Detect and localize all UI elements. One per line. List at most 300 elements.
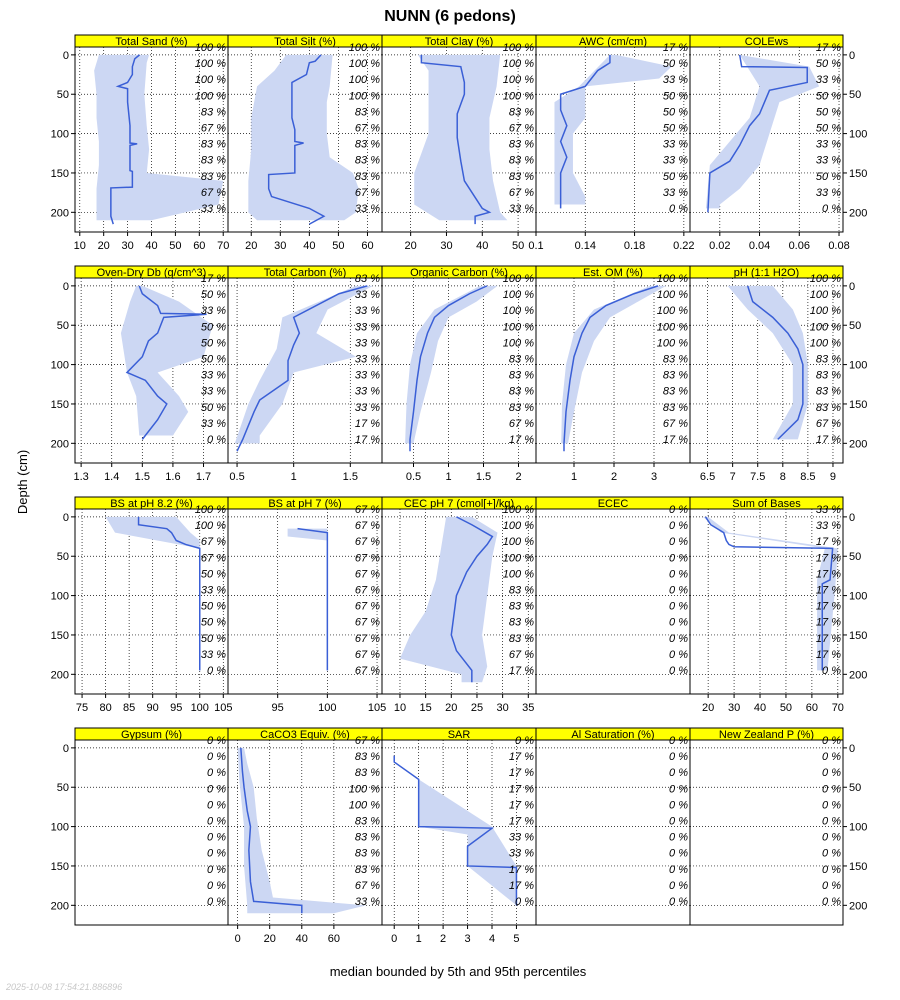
panel <box>536 266 690 483</box>
data-pct-label: 17 % <box>508 815 534 828</box>
x-tick-label: 25 <box>470 702 484 714</box>
data-pct-label: 100 % <box>194 520 226 533</box>
data-pct-label: 50 % <box>200 616 226 629</box>
panel <box>228 35 382 252</box>
data-pct-label: 83 % <box>815 369 841 382</box>
x-tick-label: 30 <box>727 702 741 714</box>
y-tick-label: 0 <box>849 511 856 524</box>
data-pct-label: 83 % <box>508 584 534 597</box>
data-pct-label: 0 % <box>822 783 841 796</box>
data-pct-label: 83 % <box>354 863 380 876</box>
data-pct-label: 33 % <box>815 186 841 199</box>
data-pct-label: 0 % <box>207 815 226 828</box>
data-pct-label: 0 % <box>669 847 688 860</box>
data-pct-label: 50 % <box>200 321 226 334</box>
panel <box>382 497 536 714</box>
x-tick-label: 95 <box>271 702 284 714</box>
data-pct-label: 0 % <box>822 879 841 892</box>
x-tick-label: 30 <box>121 240 134 252</box>
percentile-band <box>248 55 358 220</box>
x-tick-label: 40 <box>145 240 158 252</box>
x-tick-label: 30 <box>496 702 509 714</box>
x-tick-label: 1 <box>290 471 297 483</box>
y-tick-label: 50 <box>849 551 862 564</box>
x-tick-label: 0 <box>234 933 241 945</box>
data-pct-label: 50 % <box>200 337 226 350</box>
panel-border <box>536 740 690 925</box>
panel-strip-label: AWC (cm/cm) <box>578 36 648 48</box>
x-tick-label: 1.5 <box>475 471 492 483</box>
y-tick-label: 200 <box>50 900 69 913</box>
timestamp: 2025-10-08 17:54:21.886896 <box>6 982 123 992</box>
data-pct-label: 83 % <box>200 138 226 151</box>
data-pct-label: 33 % <box>508 203 534 215</box>
data-pct-label: 0 % <box>822 767 841 780</box>
data-pct-label: 50 % <box>815 122 841 135</box>
y-tick-label: 100 <box>50 821 69 834</box>
data-pct-label: 67 % <box>200 536 226 549</box>
data-pct-label: 0 % <box>669 735 688 747</box>
x-tick-label: 100 <box>190 702 209 714</box>
percentile-band <box>288 529 328 671</box>
x-tick-label: 20 <box>97 240 110 252</box>
x-tick-label: 6.5 <box>699 471 716 483</box>
y-tick-label: 0 <box>62 49 69 62</box>
panel-strip-label: Total Carbon (%) <box>263 267 347 279</box>
data-pct-label: 50 % <box>662 170 688 183</box>
data-pct-label: 67 % <box>508 417 534 430</box>
x-tick-label: 20 <box>245 240 258 252</box>
data-pct-label: 100 % <box>656 273 688 285</box>
x-tick-label: 3 <box>464 933 471 945</box>
x-tick-label: 10 <box>73 240 86 252</box>
data-pct-label: 50 % <box>200 632 226 645</box>
data-pct-label: 83 % <box>508 353 534 366</box>
y-tick-label: 200 <box>849 207 868 220</box>
percentile-band <box>554 55 671 205</box>
x-tick-label: 40 <box>476 240 489 252</box>
data-pct-label: 17 % <box>815 434 841 446</box>
y-tick-label: 100 <box>849 821 868 834</box>
data-pct-label: 67 % <box>815 417 841 430</box>
y-tick-label: 100 <box>50 128 69 141</box>
x-tick-label: 8.5 <box>800 471 816 483</box>
data-pct-label: 0 % <box>207 799 226 812</box>
panel <box>228 497 386 714</box>
panel <box>228 728 382 945</box>
data-pct-label: 83 % <box>200 170 226 183</box>
x-tick-label: 20 <box>263 933 276 945</box>
data-pct-label: 0 % <box>207 896 226 908</box>
data-pct-label: 17 % <box>815 568 841 581</box>
data-pct-label: 0 % <box>822 665 841 677</box>
x-tick-label: 50 <box>779 702 793 714</box>
data-pct-label: 83 % <box>508 632 534 645</box>
y-tick-label: 0 <box>849 742 856 755</box>
panel <box>536 728 690 925</box>
data-pct-label: 83 % <box>815 353 841 366</box>
data-pct-label: 100 % <box>809 337 841 350</box>
data-pct-label: 17 % <box>662 42 688 54</box>
data-pct-label: 0 % <box>669 879 688 892</box>
data-pct-label: 17 % <box>508 863 534 876</box>
y-tick-label: 150 <box>50 167 69 180</box>
panel-strip-label: ECEC <box>597 498 629 510</box>
data-pct-label: 83 % <box>508 154 534 167</box>
x-tick-label: 0.02 <box>709 240 731 252</box>
data-pct-label: 83 % <box>662 401 688 414</box>
data-pct-label: 100 % <box>194 90 226 103</box>
x-tick-label: 40 <box>753 702 767 714</box>
data-pct-label: 17 % <box>508 799 534 812</box>
panel-border <box>536 509 690 694</box>
panel-strip-label: COLEws <box>744 36 789 48</box>
data-pct-label: 50 % <box>815 90 841 103</box>
panel <box>51 35 230 252</box>
x-tick-label: 30 <box>440 240 453 252</box>
data-pct-label: 17 % <box>508 767 534 780</box>
median-line <box>298 529 328 671</box>
data-pct-label: 0 % <box>207 863 226 876</box>
x-tick-label: 1 <box>415 933 422 945</box>
y-tick-label: 0 <box>62 280 69 293</box>
data-pct-label: 100 % <box>502 305 534 318</box>
data-pct-label: 100 % <box>502 321 534 334</box>
data-pct-label: 0 % <box>669 616 688 629</box>
data-pct-label: 100 % <box>348 74 380 87</box>
y-tick-label: 100 <box>849 590 868 603</box>
panel-strip-label: Est. OM (%) <box>583 267 643 279</box>
x-tick-label: 30 <box>274 240 287 252</box>
data-pct-label: 83 % <box>815 385 841 398</box>
data-pct-label: 100 % <box>348 783 380 796</box>
x-tick-label: 75 <box>75 702 89 714</box>
data-pct-label: 83 % <box>200 106 226 119</box>
x-tick-label: 1.5 <box>342 471 358 483</box>
data-pct-label: 100 % <box>656 305 688 318</box>
data-pct-label: 33 % <box>508 831 534 844</box>
x-tick-label: 20 <box>404 240 417 252</box>
data-pct-label: 0 % <box>669 831 688 844</box>
data-pct-label: 0 % <box>669 203 688 215</box>
data-pct-label: 0 % <box>669 815 688 828</box>
x-tick-label: 50 <box>332 240 345 252</box>
y-tick-label: 50 <box>849 782 862 795</box>
panel <box>228 266 382 483</box>
panel-strip-label: pH (1:1 H2O) <box>733 267 800 279</box>
panel <box>690 728 867 925</box>
panel-strip-label: Organic Carbon (%) <box>410 267 508 279</box>
data-pct-label: 100 % <box>502 337 534 350</box>
data-pct-label: 0 % <box>822 831 841 844</box>
x-tick-label: 0.06 <box>788 240 810 252</box>
percentile-band <box>414 55 507 220</box>
data-pct-label: 67 % <box>200 122 226 135</box>
figure-title: NUNN (6 pedons) <box>384 8 516 25</box>
x-tick-label: 7 <box>729 471 736 483</box>
x-tick-label: 95 <box>170 702 183 714</box>
x-tick-label: 40 <box>303 240 316 252</box>
data-pct-label: 67 % <box>354 648 380 661</box>
data-pct-label: 33 % <box>662 74 688 87</box>
data-pct-label: 0 % <box>822 735 841 747</box>
y-axis-label: Depth (cm) <box>15 449 30 515</box>
data-pct-label: 17 % <box>354 434 380 446</box>
y-tick-label: 150 <box>849 398 868 411</box>
x-tick-label: 2 <box>515 471 522 483</box>
x-tick-label: 35 <box>522 702 535 714</box>
data-pct-label: 0 % <box>669 751 688 764</box>
data-pct-label: 33 % <box>354 353 380 366</box>
data-pct-label: 100 % <box>809 321 841 334</box>
data-pct-label: 67 % <box>354 584 380 597</box>
x-tick-label: 70 <box>217 240 230 252</box>
data-pct-label: 83 % <box>662 369 688 382</box>
x-tick-label: 0.1 <box>528 240 544 252</box>
x-tick-label: 50 <box>169 240 182 252</box>
panel-strip-label: BS at pH 8.2 (%) <box>110 498 193 510</box>
data-pct-label: 83 % <box>354 138 380 151</box>
y-tick-label: 0 <box>849 280 856 293</box>
data-pct-label: 100 % <box>656 337 688 350</box>
data-pct-label: 33 % <box>200 385 226 398</box>
data-pct-label: 33 % <box>354 896 380 908</box>
data-pct-label: 67 % <box>354 520 380 533</box>
data-pct-label: 50 % <box>200 401 226 414</box>
y-tick-label: 200 <box>50 438 69 451</box>
data-pct-label: 100 % <box>348 799 380 812</box>
panel-strip-label: CEC pH 7 (cmol[+]/kg) <box>403 498 515 510</box>
data-pct-label: 83 % <box>354 847 380 860</box>
data-pct-label: 17 % <box>508 665 534 677</box>
data-pct-label: 50 % <box>662 90 688 103</box>
panel <box>51 728 228 925</box>
data-pct-label: 17 % <box>508 783 534 796</box>
data-pct-label: 33 % <box>200 648 226 661</box>
data-pct-label: 83 % <box>662 385 688 398</box>
data-pct-label: 83 % <box>815 401 841 414</box>
data-pct-label: 0 % <box>207 767 226 780</box>
data-pct-label: 33 % <box>354 385 380 398</box>
y-tick-label: 150 <box>849 860 868 873</box>
data-pct-label: 50 % <box>662 58 688 71</box>
data-pct-label: 0 % <box>207 751 226 764</box>
x-tick-label: 1.3 <box>73 471 89 483</box>
data-pct-label: 17 % <box>815 616 841 629</box>
x-tick-label: 8 <box>779 471 786 483</box>
data-pct-label: 0 % <box>822 799 841 812</box>
data-pct-label: 67 % <box>508 186 534 199</box>
panel <box>690 266 867 483</box>
data-pct-label: 100 % <box>502 42 534 54</box>
percentile-band <box>728 286 808 440</box>
data-pct-label: 0 % <box>822 815 841 828</box>
data-pct-label: 33 % <box>815 520 841 533</box>
panel <box>382 266 536 483</box>
data-pct-label: 33 % <box>354 401 380 414</box>
data-pct-label: 17 % <box>354 417 380 430</box>
y-tick-label: 50 <box>56 320 69 333</box>
x-tick-label: 50 <box>511 240 525 252</box>
x-tick-label: 0.22 <box>673 240 695 252</box>
data-pct-label: 83 % <box>508 616 534 629</box>
y-tick-label: 50 <box>56 551 69 564</box>
data-pct-label: 17 % <box>508 434 534 446</box>
panel-border <box>75 740 228 925</box>
data-pct-label: 100 % <box>194 42 226 54</box>
x-tick-label: 1.6 <box>165 471 181 483</box>
x-tick-label: 60 <box>327 933 340 945</box>
data-pct-label: 100 % <box>194 58 226 71</box>
data-pct-label: 33 % <box>662 138 688 151</box>
data-pct-label: 50 % <box>200 289 226 302</box>
data-pct-label: 0 % <box>669 783 688 796</box>
data-pct-label: 100 % <box>348 90 380 103</box>
data-pct-label: 0 % <box>669 536 688 549</box>
panel-strip-label: SAR <box>447 729 471 741</box>
data-pct-label: 33 % <box>354 369 380 382</box>
data-pct-label: 67 % <box>200 186 226 199</box>
data-pct-label: 83 % <box>508 170 534 183</box>
y-tick-label: 150 <box>849 167 868 180</box>
panels-group <box>51 35 868 945</box>
data-pct-label: 100 % <box>656 289 688 302</box>
data-pct-label: 0 % <box>669 665 688 677</box>
y-tick-label: 200 <box>849 669 868 682</box>
data-pct-label: 100 % <box>502 520 534 533</box>
data-pct-label: 0 % <box>822 896 841 908</box>
data-pct-label: 0 % <box>669 504 688 516</box>
data-pct-label: 100 % <box>502 568 534 581</box>
data-pct-label: 50 % <box>662 106 688 119</box>
data-pct-label: 50 % <box>200 353 226 366</box>
panel <box>382 728 536 945</box>
x-tick-label: 90 <box>146 702 159 714</box>
data-pct-label: 100 % <box>502 536 534 549</box>
x-tick-label: 85 <box>123 702 136 714</box>
x-tick-label: 1 <box>570 471 578 483</box>
panel-border <box>690 740 843 925</box>
panel-strip-label: BS at pH 7 (%) <box>268 498 342 510</box>
panel-strip-label: Total Clay (%) <box>424 36 494 48</box>
data-pct-label: 0 % <box>515 896 534 908</box>
data-pct-label: 83 % <box>354 273 380 285</box>
data-pct-label: 67 % <box>354 186 380 199</box>
data-pct-label: 0 % <box>669 767 688 780</box>
x-tick-label: 1.4 <box>104 471 120 483</box>
x-tick-label: 0 <box>391 933 398 945</box>
panel <box>528 35 694 252</box>
data-pct-label: 33 % <box>815 154 841 167</box>
panel <box>690 35 867 252</box>
y-tick-label: 50 <box>849 89 862 102</box>
data-pct-label: 17 % <box>815 536 841 549</box>
x-tick-label: 0.04 <box>748 240 771 252</box>
y-tick-label: 100 <box>50 359 69 372</box>
data-pct-label: 0 % <box>822 863 841 876</box>
panel-strip-label: Gypsum (%) <box>120 729 183 741</box>
data-pct-label: 0 % <box>822 847 841 860</box>
data-pct-label: 17 % <box>815 632 841 645</box>
x-tick-label: 0.5 <box>405 471 422 483</box>
y-tick-label: 150 <box>50 860 69 873</box>
data-pct-label: 17 % <box>815 600 841 613</box>
data-pct-label: 67 % <box>354 665 380 677</box>
x-tick-label: 100 <box>318 702 337 714</box>
data-pct-label: 0 % <box>207 665 226 677</box>
data-pct-label: 0 % <box>515 735 534 747</box>
data-pct-label: 33 % <box>200 305 226 318</box>
data-pct-label: 83 % <box>354 106 380 119</box>
y-tick-label: 50 <box>56 89 69 102</box>
data-pct-label: 33 % <box>200 584 226 597</box>
y-tick-label: 200 <box>50 207 69 220</box>
data-pct-label: 83 % <box>354 815 380 828</box>
data-pct-label: 0 % <box>207 879 226 892</box>
data-pct-label: 0 % <box>669 600 688 613</box>
data-pct-label: 0 % <box>207 847 226 860</box>
data-pct-label: 67 % <box>354 536 380 549</box>
data-pct-label: 67 % <box>354 552 380 565</box>
x-tick-label: 10 <box>393 702 407 714</box>
data-pct-label: 100 % <box>502 273 534 285</box>
data-pct-label: 0 % <box>669 863 688 876</box>
data-pct-label: 100 % <box>809 305 841 318</box>
data-pct-label: 100 % <box>348 42 380 54</box>
x-tick-label: 0.18 <box>623 240 646 252</box>
data-pct-label: 33 % <box>200 369 226 382</box>
data-pct-label: 67 % <box>508 122 534 135</box>
data-pct-label: 17 % <box>815 584 841 597</box>
data-pct-label: 33 % <box>815 138 841 151</box>
x-tick-label: 20 <box>445 702 458 714</box>
data-pct-label: 17 % <box>508 751 534 764</box>
data-pct-label: 50 % <box>200 568 226 581</box>
x-tick-label: 80 <box>99 702 112 714</box>
x-tick-label: 1.7 <box>195 471 212 483</box>
data-pct-label: 83 % <box>354 751 380 764</box>
panel-strip-label: New Zealand P (%) <box>718 729 815 741</box>
data-pct-label: 67 % <box>354 504 380 516</box>
data-pct-label: 100 % <box>656 321 688 334</box>
data-pct-label: 83 % <box>508 600 534 613</box>
data-pct-label: 17 % <box>508 879 534 892</box>
data-pct-label: 0 % <box>669 799 688 812</box>
data-pct-label: 17 % <box>815 552 841 565</box>
panel <box>536 497 690 694</box>
x-tick-label: 2 <box>610 471 618 483</box>
data-pct-label: 0 % <box>669 632 688 645</box>
x-tick-label: 2 <box>440 933 447 945</box>
x-tick-label: 60 <box>805 702 819 714</box>
data-pct-label: 50 % <box>815 58 841 71</box>
y-tick-label: 200 <box>849 900 868 913</box>
x-tick-label: 0.08 <box>828 240 850 252</box>
data-pct-label: 100 % <box>809 273 841 285</box>
data-pct-label: 17 % <box>815 42 841 54</box>
data-pct-label: 100 % <box>502 289 534 302</box>
data-pct-label: 33 % <box>662 154 688 167</box>
panel-strip-label: Al Saturation (%) <box>571 729 655 741</box>
data-pct-label: 50 % <box>815 106 841 119</box>
data-pct-label: 100 % <box>502 90 534 103</box>
data-pct-label: 83 % <box>508 385 534 398</box>
data-pct-label: 33 % <box>662 186 688 199</box>
panel-strip-label: Total Sand (%) <box>115 36 188 48</box>
data-pct-label: 0 % <box>207 783 226 796</box>
data-pct-label: 33 % <box>508 847 534 860</box>
x-tick-label: 60 <box>193 240 206 252</box>
